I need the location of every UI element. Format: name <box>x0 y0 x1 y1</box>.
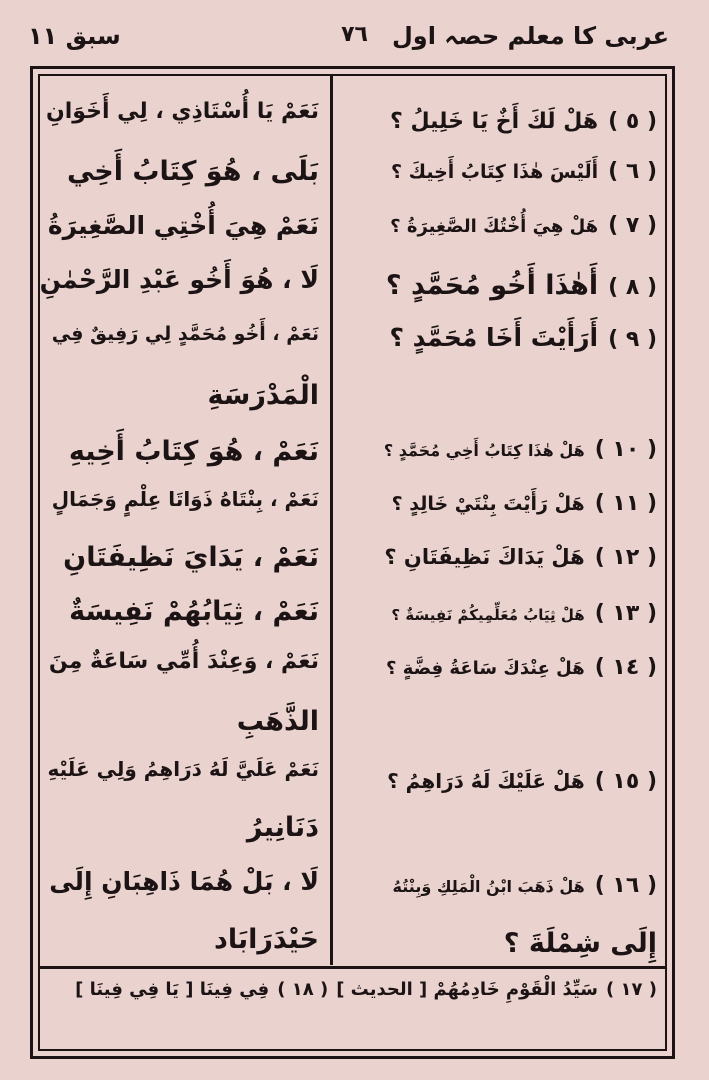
question-number: ( ١١ ) <box>594 491 657 516</box>
question-14 <box>385 654 657 683</box>
answer-14: نَعَمْ ، وَعِنْدَ أُمِّي سَاعَةٌ مِنَ <box>48 649 319 674</box>
question-number: ( ١٥ ) <box>594 769 657 794</box>
question-7 <box>385 212 657 241</box>
question-number: ( ٧ ) <box>608 213 657 238</box>
answer-5: نَعَمْ يَا أُسْتَاذِي ، لِي أَخَوَانِ <box>45 99 319 124</box>
question-text: هَلْ يَدَاكَ نَظِيفَتَانِ ؟ <box>384 545 585 569</box>
answer-7: نَعَمْ هِيَ أُخْتِي الصَّغِيرَةُ <box>47 211 319 240</box>
answer-15: نَعَمْ عَلَيَّ لَهُ دَرَاهِمُ وَلِي عَلَيْهِ <box>47 757 319 781</box>
item-18-text: فِي فِينَا [ يَا فِي فِينَا ] <box>75 979 270 1000</box>
column-divider <box>330 75 333 965</box>
question-text: هَلْ ثِيَابُ مُعَلِّمِيكُمْ نَفِيسَةٌ ؟ <box>391 606 585 624</box>
answer-8: لَا ، هُوَ أَخُو عَبْدِ الرَّحْمٰنِ <box>39 265 319 294</box>
question-16 <box>385 872 657 901</box>
footer-divider <box>39 966 666 969</box>
question-text: أَهٰذَا أَخُو مُحَمَّدٍ ؟ <box>385 270 599 301</box>
lesson-label: سبق ١١ <box>28 22 121 50</box>
question-11 <box>385 490 657 519</box>
question-5 <box>385 108 657 137</box>
book-title: عربی کا معلم حصہ اول <box>391 22 669 50</box>
question-text: هَلْ عِنْدَكَ سَاعَةُ فِضَّةٍ ؟ <box>386 658 585 679</box>
answer-9-cont: الْمَدْرَسَةِ <box>207 380 319 411</box>
question-number: ( ١٠ ) <box>594 437 657 462</box>
footer-line <box>43 978 657 1001</box>
question-text: هَلْ هِيَ أُخْتُكَ الصَّغِيرَةُ ؟ <box>390 216 599 237</box>
question-6 <box>385 158 657 187</box>
answer-10: نَعَمْ ، هُوَ كِتَابُ أَخِيهِ <box>68 436 319 467</box>
question-number: ( ١٤ ) <box>594 655 657 680</box>
question-9 <box>385 322 657 355</box>
question-text: أَلَيْسَ هٰذَا كِتَابُ أَخِيكَ ؟ <box>391 161 599 183</box>
answer-6: بَلَى ، هُوَ كِتَابُ أَخِي <box>66 156 319 187</box>
page-header <box>0 12 709 64</box>
question-number: ( ٦ ) <box>608 159 657 184</box>
question-12 <box>385 544 657 573</box>
question-number: ( ٨ ) <box>608 275 657 300</box>
answer-12: نَعَمْ ، يَدَايَ نَظِيفَتَانِ <box>63 542 319 573</box>
question-number: ( ٩ ) <box>608 327 657 352</box>
question-text: هَلْ عَلَيْكَ لَهُ دَرَاهِمُ ؟ <box>387 769 585 793</box>
answer-9: نَعَمْ ، أَخُو مُحَمَّدٍ لِي رَفِيقٌ فِي <box>51 323 319 345</box>
answer-14-cont: الذَّهَبِ <box>236 706 319 737</box>
question-text: هَلْ رَأَيْتَ بِنْتَيْ خَالِدٍ ؟ <box>391 493 585 515</box>
question-text: هَلْ لَكَ أَخٌ يَا خَلِيلُ ؟ <box>390 109 599 134</box>
page-number: ٧٦ <box>341 22 368 47</box>
answer-16: لَا ، بَلْ هُمَا ذَاهِبَانِ إِلَى <box>49 867 319 896</box>
question-number: ( ١٣ ) <box>594 601 657 626</box>
question-10 <box>385 436 657 465</box>
item-17-number: ( ١٧ ) <box>606 979 657 1000</box>
answer-15-cont: دَنَانِيرُ <box>246 812 319 843</box>
question-16-cont: إِلَى شِمْلَةَ ؟ <box>503 928 657 959</box>
question-13 <box>385 600 657 629</box>
item-17-text: سَيِّدُ الْقَوْمِ خَادِمُهُمْ [ الحديث ] <box>336 979 599 1000</box>
question-text: هَلْ ذَهَبَ ابْنُ الْمَلِكِ وَبِنْتُهُ <box>392 877 585 896</box>
question-number: ( ١٢ ) <box>594 545 657 570</box>
question-15 <box>385 768 657 797</box>
question-number: ( ١٦ ) <box>594 873 657 898</box>
question-number: ( ٥ ) <box>608 109 657 134</box>
answer-11: نَعَمْ ، بِنْتَاهُ ذَوَاتَا عِلْمٍ وَجَمَالٍ <box>51 487 319 511</box>
item-18-number: ( ١٨ ) <box>277 979 329 1000</box>
question-text: أَرَأَيْتَ أَخَا مُحَمَّدٍ ؟ <box>389 323 599 352</box>
answer-13: نَعَمْ ، ثِيَابُهُمْ نَفِيسَةٌ <box>69 596 319 627</box>
question-text: هَلْ هٰذَا كِتَابُ أَخِي مُحَمَّدٍ ؟ <box>383 441 585 460</box>
question-8 <box>385 268 657 303</box>
answer-16-cont: حَيْدَرَابَاد <box>213 924 319 955</box>
